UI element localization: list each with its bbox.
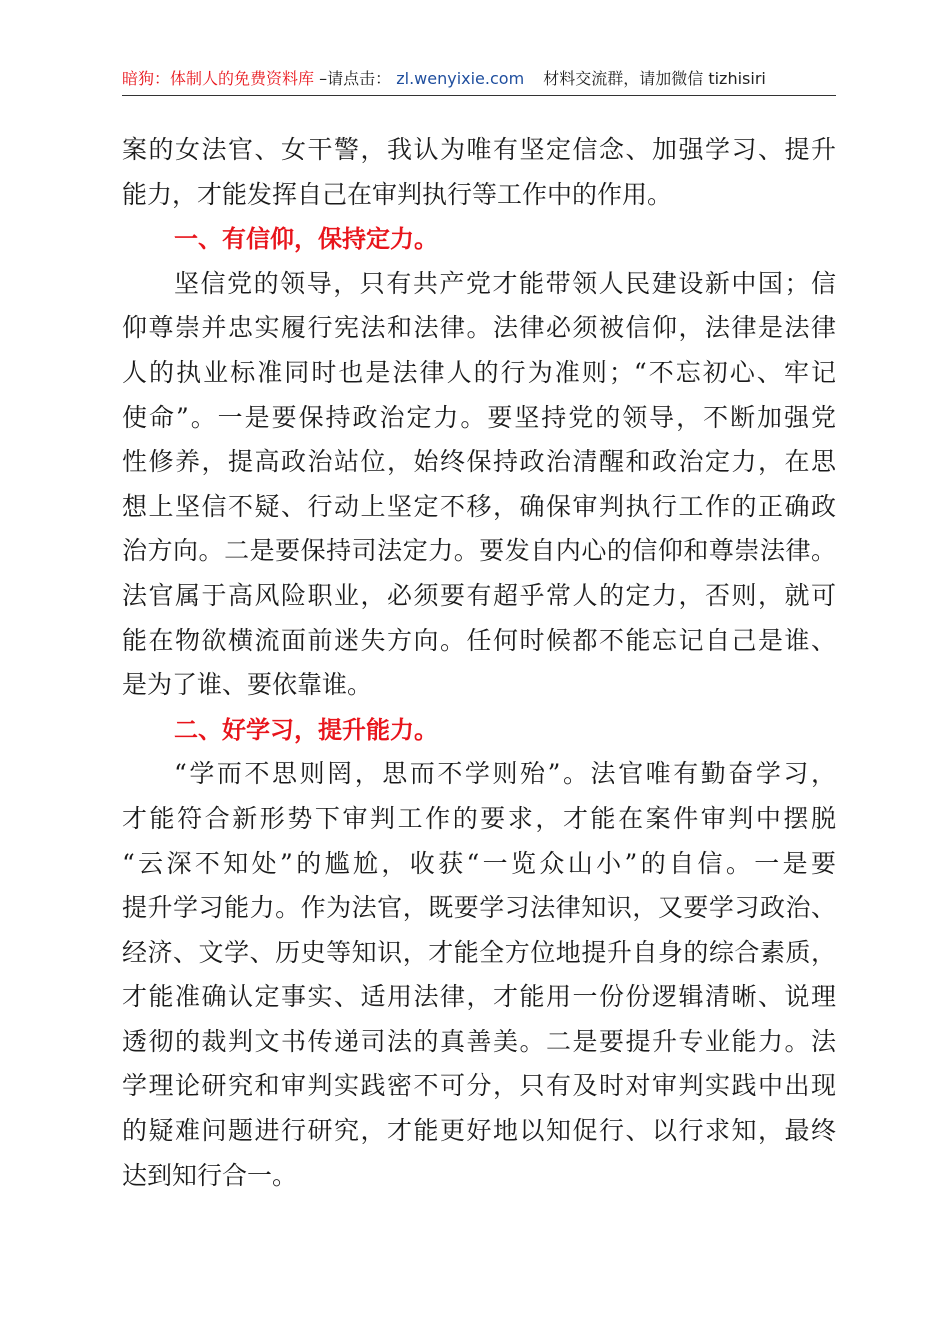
paragraph-line: 是为了谁、要依靠谁。: [122, 670, 373, 700]
paragraph-line: 达到知行合一。: [122, 1160, 298, 1190]
paragraph-line: 透彻的裁判文书传递司法的真善美。二是要提升专业能力。法: [122, 1026, 836, 1056]
paragraph-line: 的疑难问题进行研究，才能更好地以知促行、以行求知，最终: [122, 1116, 836, 1146]
paragraph-line: 性修养，提高政治站位，始终保持政治清醒和政治定力，在思: [122, 447, 836, 477]
paragraph-line: “云深不知处”的尴尬，收获“一览众山小”的自信。一是要: [122, 848, 836, 878]
header-site-name: 暗狗：体制人的免费资料库: [122, 69, 315, 88]
intro-line: 案的女法官、女干警，我认为唯有坚定信念、加强学习、提升: [122, 135, 836, 164]
paragraph-line: 提升学习能力。作为法官，既要学习法律知识，又要学习政治、: [122, 893, 836, 923]
paragraph-line: 学理论研究和审判实践密不可分，只有及时对审判实践中出现: [122, 1071, 836, 1101]
paragraph-line: 才能符合新形势下审判工作的要求，才能在案件审判中摆脱: [122, 803, 836, 833]
document-body: [122, 128, 836, 1198]
paragraph-line: 治方向。二是要保持司法定力。要发自内心的信仰和尊崇法律。: [122, 536, 836, 566]
header-link-prefix: –请点击：: [319, 69, 392, 88]
section-heading-1: 一、有信仰，保持定力。: [174, 225, 438, 254]
paragraph-line: 仰尊崇并忠实履行宪法和法律。法律必须被信仰，法律是法律: [122, 313, 836, 343]
paragraph-line: 人的执业标准同时也是法律人的行为准则；“不忘初心、牢记: [122, 357, 836, 387]
header-link[interactable]: zl.wenyixie.com: [396, 69, 525, 88]
paragraph-line: “学而不思则罔，思而不学则殆”。法官唯有勤奋学习，: [174, 759, 836, 789]
page-header: [122, 64, 832, 94]
section-heading-2: 二、好学习，提升能力。: [174, 715, 438, 744]
header-divider: [122, 95, 836, 96]
header-wechat-note: 材料交流群，请加微信 tizhisiri: [543, 69, 766, 88]
paragraph-line: 经济、文学、历史等知识，才能全方位地提升自身的综合素质，: [122, 937, 836, 967]
paragraph-line: 坚信党的领导，只有共产党才能带领人民建设新中国；信: [174, 268, 836, 298]
intro-line: 能力，才能发挥自己在审判执行等工作中的作用。: [122, 179, 673, 209]
paragraph-line: 才能准确认定事实、适用法律，才能用一份份逻辑清晰、说理: [122, 982, 836, 1012]
paragraph-line: 想上坚信不疑、行动上坚定不移，确保审判执行工作的正确政: [122, 491, 836, 521]
paragraph-line: 使命”。一是要保持政治定力。要坚持党的领导，不断加强党: [122, 402, 836, 432]
paragraph-line: 法官属于高风险职业，必须要有超乎常人的定力，否则，就可: [122, 580, 836, 610]
paragraph-line: 能在物欲横流面前迷失方向。任何时候都不能忘记自己是谁、: [122, 625, 836, 655]
